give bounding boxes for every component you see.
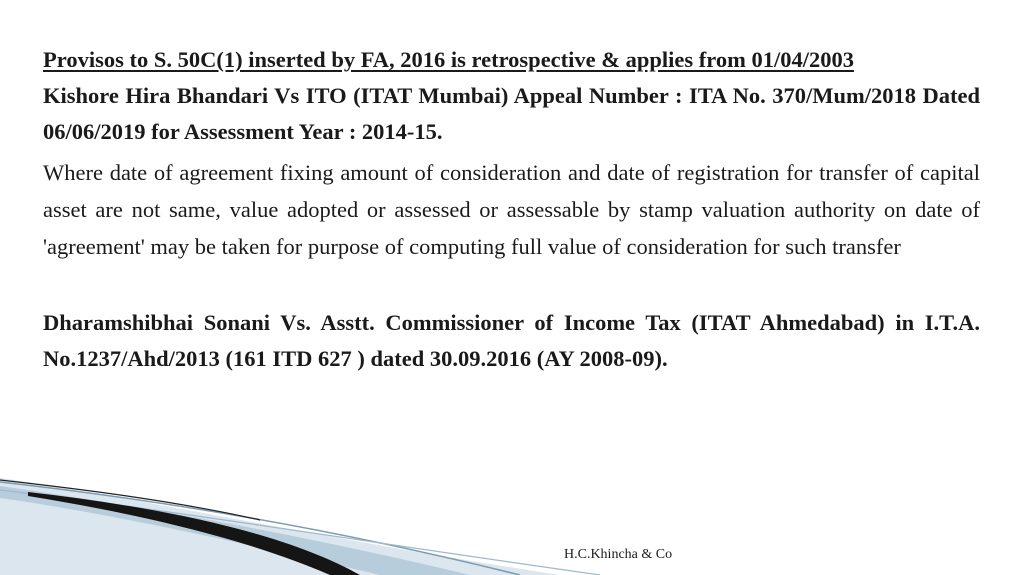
case-citation-kishore: Kishore Hira Bhandari Vs ITO (ITAT Mumbai) Appeal Number : ITA No. 370/Mum/2018 Dated 06/06/2019 for Assessment Year : 2014-15. [43,83,980,144]
slide-heading: Provisos to S. 50C(1) inserted by FA, 2016 is retrospective & applies from 01/04/2003 [43,47,854,72]
footer-firm-name: H.C.Khincha & Co [564,547,673,562]
case-summary-text: Where date of agreement fixing amount of consideration and date of registration for transfer of capital asset are not same, value adopted or assessed or assessable by stamp valuation authority on date of 'agreement' may be taken for purpose of computing full value of consideration for such transfer [43,160,980,259]
slide-content [43,42,980,377]
case-citation-dharamshibhai: Dharamshibhai Sonani Vs. Asstt. Commissioner of Income Tax (ITAT Ahmedabad) in I.T.A. No.1237/Ahd/2013 (161 ITD 627 ) dated 30.09.2016 (AY 2008-09). [43,310,980,371]
